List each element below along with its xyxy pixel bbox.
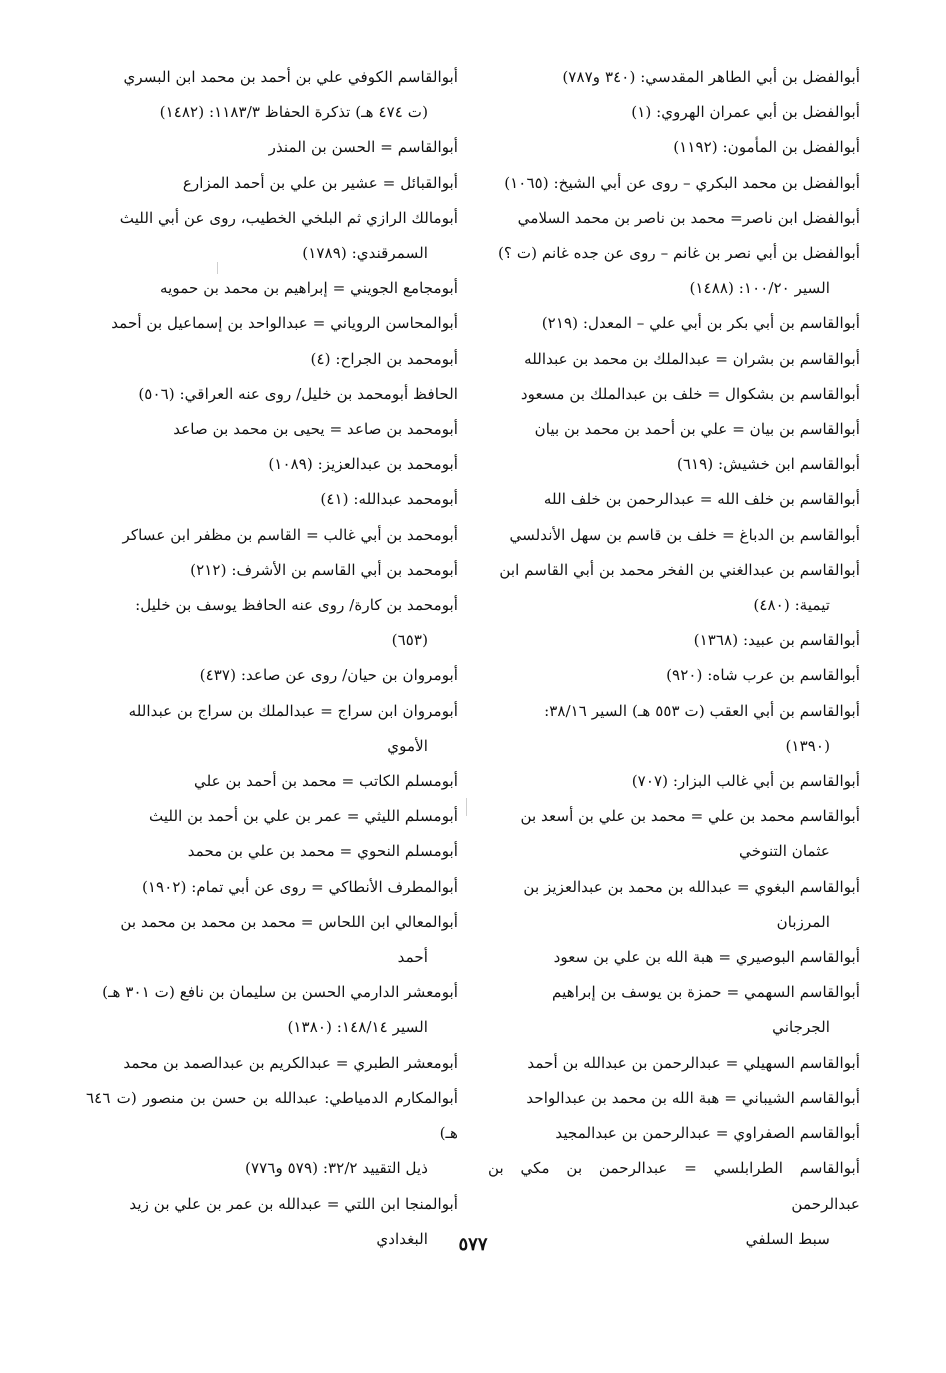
index-entry [86,271,458,306]
index-entry [488,60,860,95]
entry-text: أبوالقاسم السهمي = حمزة بن يوسف بن إبراهيم [552,983,860,1002]
entry-text: أبومجامع الجويني = إبراهيم بن محمد بن حمويه [160,279,458,298]
entry-text: أبوالمحاسن الروياني = عبدالواحد بن إسماعيل بن أحمد [111,314,458,333]
entry-text: أبوالقبائل = عشير بن علي بن أحمد المزارع [182,173,458,192]
index-entry [86,975,458,1045]
entry-text: أبوالقاسم بن بشكوال = خلف بن عبدالملك بن مسعود [520,384,860,403]
index-entry [86,60,458,130]
index-entry [488,306,860,341]
index-entry [86,482,458,517]
index-entry [86,306,458,341]
entry-text: أبومروان بن حيان/ روى عن صاعد: (٤٣٧) [199,666,458,685]
index-entry [86,658,458,693]
margin-mark [217,262,218,274]
margin-mark [466,798,467,816]
entry-text: أبوالقاسم ابن خشيش: (٦١٩) [676,455,860,474]
entry-text: أبومسلم الليثي = عمر بن علي بن أحمد بن الليث [148,807,458,826]
entry-continuation: تيمية: (٤٨٠) [753,596,830,615]
index-entry [86,447,458,482]
entry-text: أبوالمكارم الدمياطي: عبدالله بن حسن بن منصور (ت ٦٤٦ هـ) [86,1088,458,1143]
entry-text: أبوالقاسم بن عبيد: (١٣٦٨) [693,631,860,650]
index-entry [488,870,860,940]
index-entry [488,940,860,975]
entry-text: أبوالقاسم بن أبي غالب البزار: (٧٠٧) [631,772,860,791]
entry-text: أبوالقاسم البوصيري = هبة الله بن علي بن سعود [553,948,860,967]
entry-continuation: السير ١٠٠/٢٠: (١٤٨٨) [689,279,830,298]
entry-text: أبوالقاسم الكوفي علي بن أحمد بن محمد ابن البسري [123,68,458,86]
entry-text: أبومروان ابن سراج = عبدالملك بن سراج بن عبدالله [128,701,458,720]
index-entry [488,482,860,517]
index-entry [488,412,860,447]
index-entry [86,588,458,658]
index-entry [86,1046,458,1081]
index-entry [488,553,860,623]
index-entry [488,130,860,165]
index-entry [86,166,458,201]
index-entry [488,166,860,201]
entry-continuation: السمرقندي: (١٧٨٩) [302,244,428,263]
index-entry [488,342,860,377]
entry-continuation: الأموي [387,736,428,755]
entry-continuation: البغدادي [376,1229,428,1248]
entry-continuation: المرزبان [776,912,830,931]
entry-text: أبومحمد بن أبي غالب = القاسم بن مظفر ابن عساكر [122,525,458,544]
entry-text: أبوالقاسم البغوي = عبدالله بن محمد بن عبدالعزيز بن [523,877,860,896]
entry-text: أبوالقاسم بن عبدالغني بن الفخر محمد بن أبي القاسم ابن [499,560,860,579]
index-entry [86,799,458,834]
entry-text: أبوالقاسم بن أبي بكر بن أبي علي – المعدل: (٢١٩) [541,314,860,333]
entry-text: أبومحمد عبدالله: (٤١) [320,490,458,509]
entry-continuation: سبط السلفي [745,1229,830,1248]
entry-text: أبومحمد بن أبي القاسم بن الأشرف: (٢١٢) [190,560,458,579]
index-entry [86,377,458,412]
entry-continuation: (٦٥٣) [391,631,428,650]
entry-text: أبومسلم الكاتب = محمد بن أحمد بن علي [193,772,458,791]
entry-text: أبومحمد بن الجراح: (٤) [310,349,458,368]
entry-text: أبومحمد بن صاعد = يحيى بن محمد بن صاعد [173,420,458,439]
index-entry [86,834,458,869]
index-entry [488,201,860,236]
entry-continuation: الجرجاني [772,1018,830,1037]
entry-text: أبومعشر الدارمي الحسن بن سليمان بن نافع (ت ٣٠١ هـ) [102,983,458,1002]
index-entry [488,236,860,306]
index-entry [488,1081,860,1116]
entry-text: أبومسلم النحوي = محمد بن علي بن محمد [187,842,458,861]
entry-text: أبوالقاسم بن الدباغ = خلف بن قاسم بن سهل الأندلسي [509,525,860,544]
entry-text: أبوالقاسم الصفراوي = عبدالرحمن بن عبدالمجيد [555,1124,860,1143]
entry-continuation: (١٣٩٠) [785,736,830,755]
index-entry [488,447,860,482]
entry-text: أبوالمنجا ابن اللتي = عبدالله بن عمر بن علي بن زيد [129,1194,458,1213]
index-entry [86,130,458,165]
index-entry [86,905,458,975]
entry-continuation: أحمد [397,948,428,967]
entry-text: أبوالقاسم بن عرب شاه: (٩٢٠) [666,666,860,685]
index-entry [86,201,458,271]
index-entry [488,799,860,869]
entry-text: أبومعشر الطبري = عبدالكريم بن عبدالصمد بن محمد [123,1053,458,1072]
entry-continuation: (ت ٤٧٤ هـ) تذكرة الحفاظ ١١٨٣/٣: (١٤٨٢) [159,103,428,122]
entry-text: أبوالقاسم بن أبي العقب (ت ٥٥٣ هـ) السير ٣٨/١٦: [544,701,860,720]
entry-text: أبوالقاسم محمد بن علي = محمد بن علي بن أسعد بن [520,807,860,826]
index-entry [86,412,458,447]
index-entry [86,764,458,799]
entry-text: أبوالفضل بن أبي الطاهر المقدسي: (٣٤٠ و٧٨٧) [562,68,860,86]
index-entry [488,377,860,412]
index-entry [86,1081,458,1187]
index-entry [86,694,458,764]
index-entry [488,623,860,658]
index-entry [86,553,458,588]
entry-text: أبوالقاسم الطرابلسي = عبدالرحمن بن مكي بن عبدالرحمن [488,1159,860,1213]
index-entry [488,1046,860,1081]
entry-text: أبوالقاسم = الحسن بن المنذر [268,138,458,157]
entry-text: أبوالفضل بن أبي عمران الهروي: (١) [631,103,860,122]
entry-text: أبوالفضل بن محمد البكري – روى عن أبي الشيخ: (١٠٦٥) [504,173,860,192]
index-entry [488,975,860,1045]
entry-text: أبوالقاسم الشيباني = هبة الله بن محمد بن عبدالواحد [526,1088,860,1107]
entry-continuation: السير ١٤٨/١٤: (١٣٨٠) [287,1018,428,1037]
entry-text: أبوالمعالي ابن اللحاس = محمد بن محمد بن محمد بن [120,912,458,931]
entry-text: أبوالفضل بن المأمون: (١١٩٢) [673,138,860,157]
entry-text: الحافظ أبومحمد بن خليل/ روى عنه العراقي: (٥٠٦) [138,384,458,403]
left-column [86,60,458,1257]
entry-text: أبومحمد بن عبدالعزيز: (١٠٨٩) [268,455,458,474]
entry-text: أبوالفضل بن أبي نصر بن غانم – روى عن جده غانم (ت ؟) [498,244,860,263]
index-entry [488,764,860,799]
index-entry [86,342,458,377]
entry-text: أبوالقاسم بن خلف الله = عبدالرحمن بن خلف الله [543,490,860,509]
entry-text: أبوالقاسم بن بشران = عبدالملك بن محمد بن عبدالله [524,349,860,368]
right-column [488,60,860,1257]
index-entry [488,694,860,764]
entry-text: أبوالفضل ابن ناصر= محمد بن ناصر بن محمد السلامي [517,208,860,227]
entry-text: أبوالقاسم السهيلي = عبدالرحمن بن عبدالله بن أحمد [527,1053,860,1072]
index-entry [488,658,860,693]
entry-continuation: عثمان التنوخي [739,842,830,861]
entry-text: أبوالقاسم بن بيان = علي بن أحمد بن محمد بن بيان [534,420,860,439]
index-entry [488,1116,860,1151]
index-entry [86,518,458,553]
index-entry [488,518,860,553]
index-entry [488,95,860,130]
entry-continuation: ذيل التقييد ٣٢/٢: (٥٧٩ و٧٧٦) [245,1159,428,1178]
entry-text: أبومحمد بن كارة/ روى عنه الحافظ يوسف بن خليل: [135,596,458,615]
index-entry [86,870,458,905]
page-number: ٥٧٧ [458,1234,488,1255]
entry-text: أبومالك الرازي ثم البلخي الخطيب، روى عن أبي الليث [119,208,458,227]
entry-text: أبوالمطرف الأنطاكي = روى عن أبي تمام: (١٩٠٢) [141,877,458,896]
